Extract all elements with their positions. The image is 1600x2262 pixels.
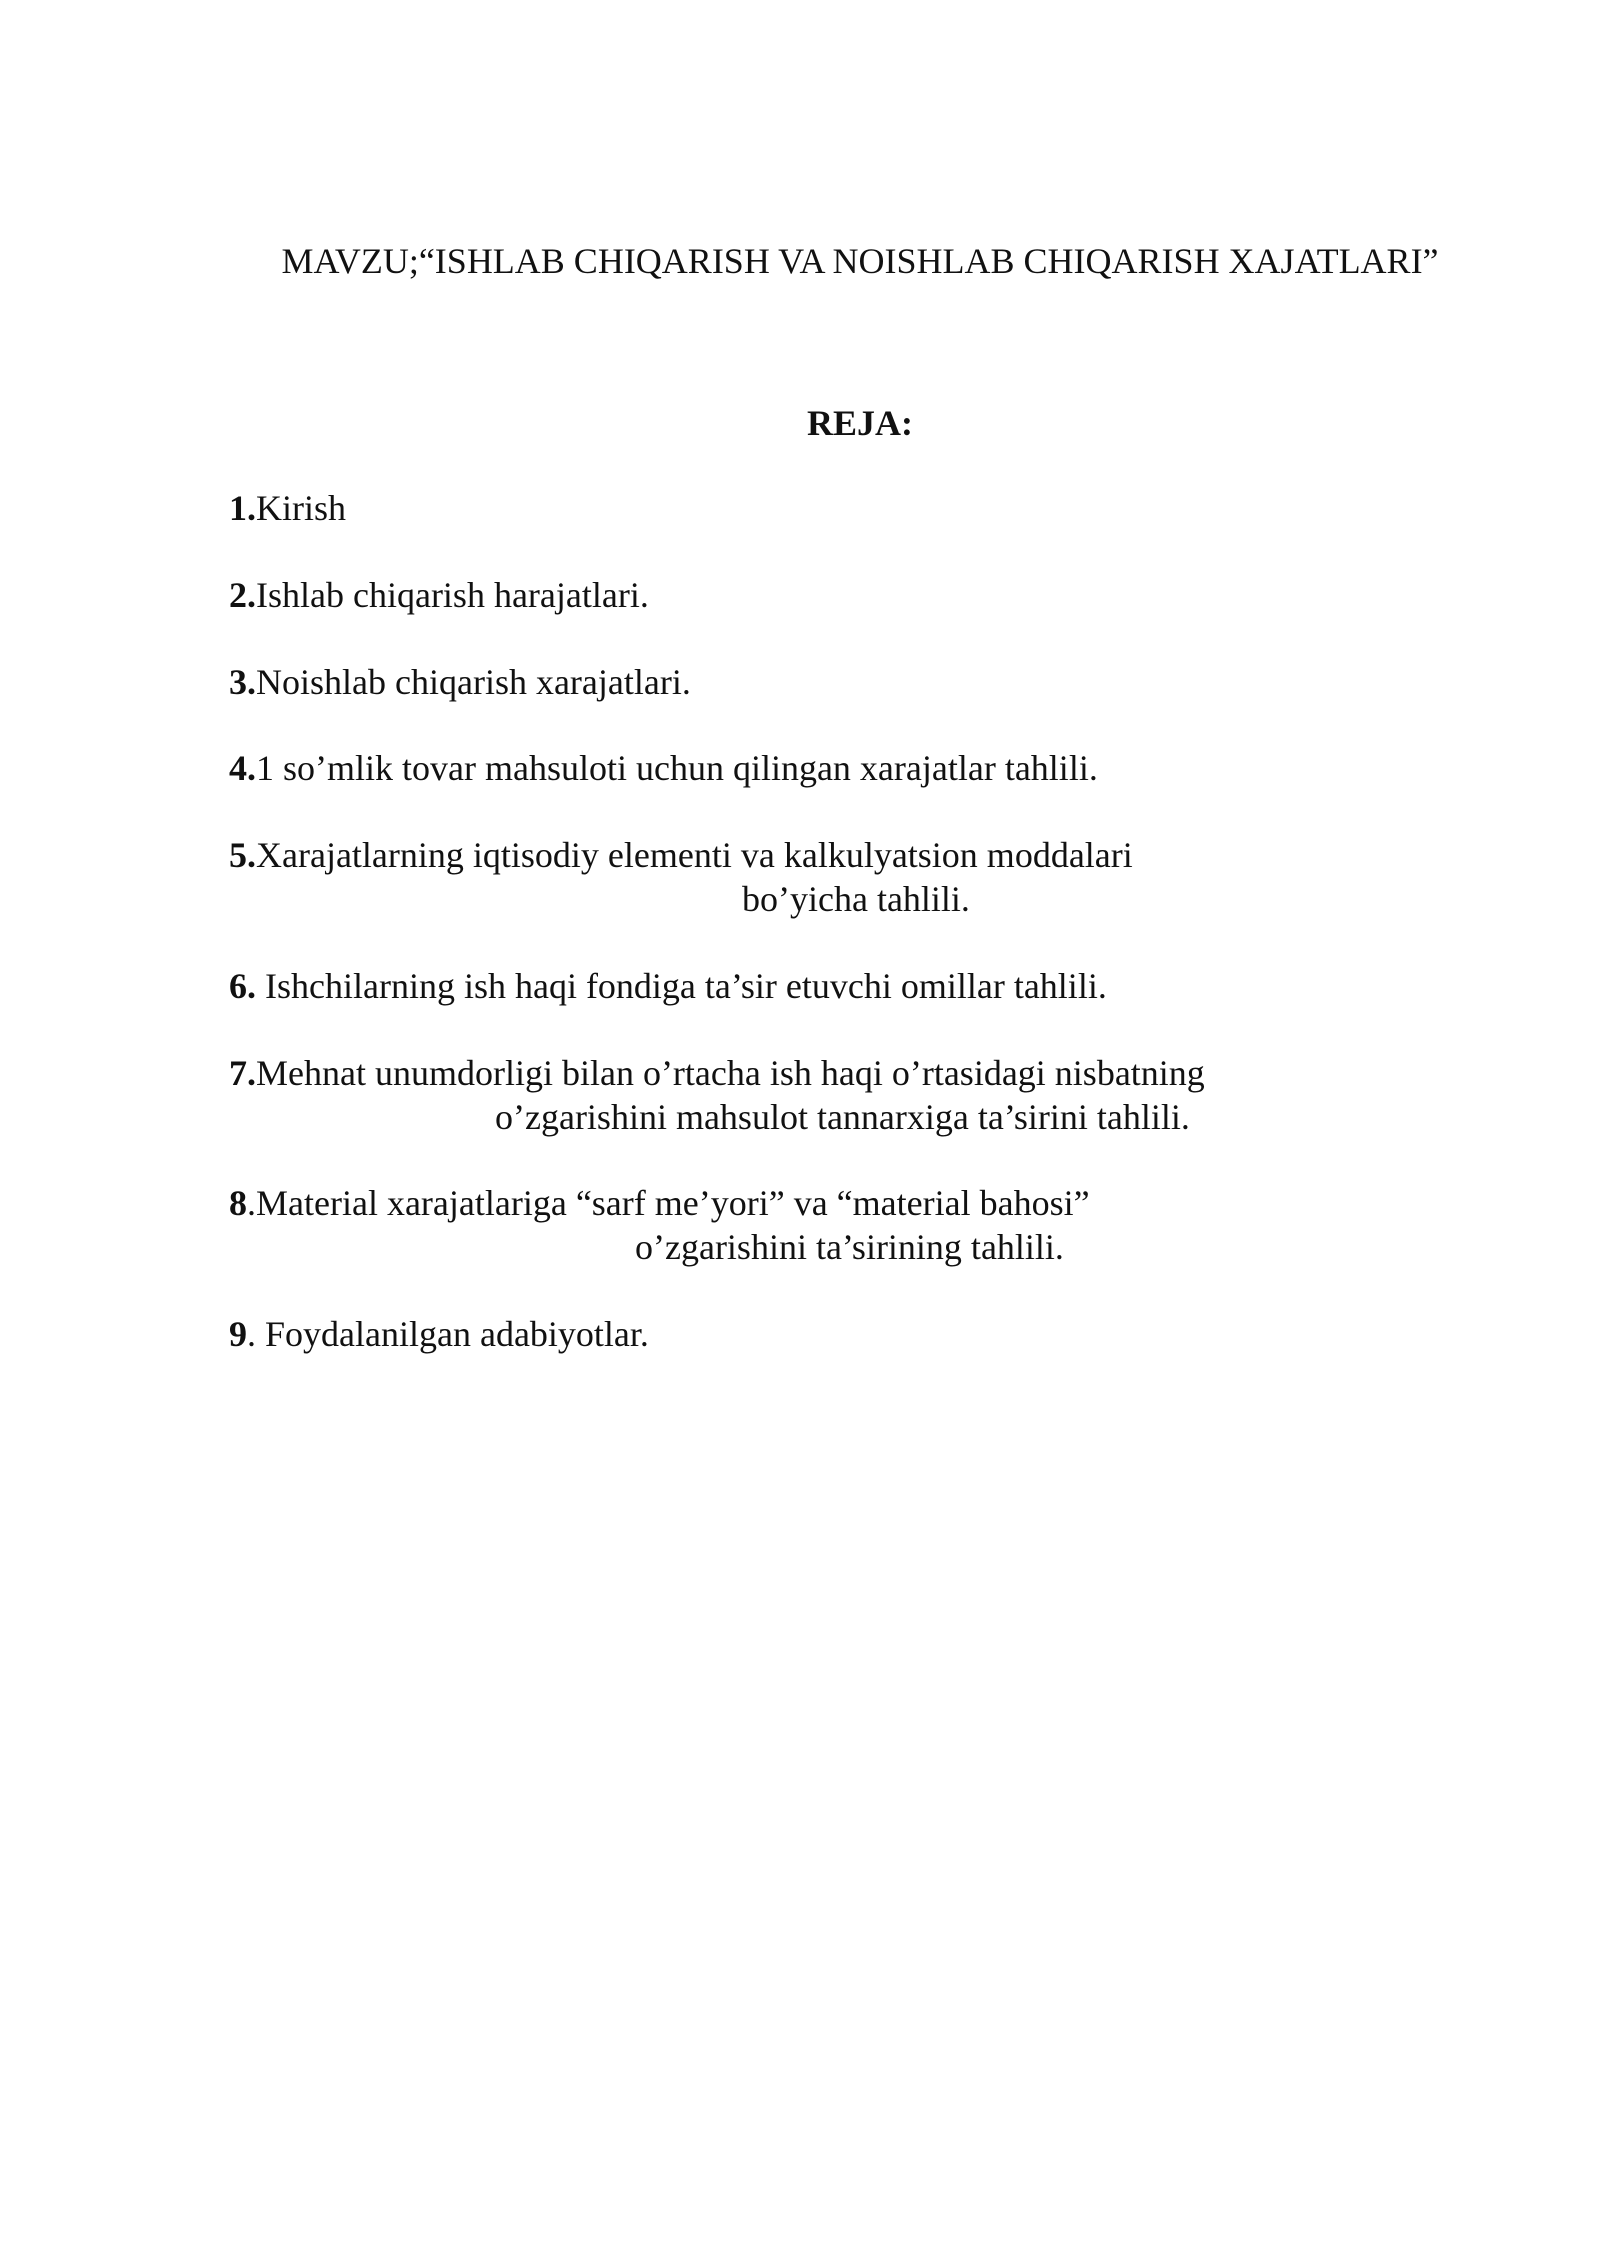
- plan-item-1: [229, 486, 346, 530]
- plan-heading: REJA:: [807, 403, 913, 443]
- plan-item-6: [229, 964, 1107, 1008]
- plan-item-9: [229, 1312, 649, 1356]
- plan-item-continuation: o’zgarishini mahsulot tannarxiga ta’sirini tahlili.: [495, 1097, 1190, 1137]
- plan-item-number: 3.: [229, 662, 256, 702]
- plan-item-number: 8: [229, 1183, 247, 1223]
- plan-item-continuation: bo’yicha tahlili.: [742, 879, 970, 919]
- plan-item-text: Ishlab chiqarish harajatlari.: [256, 575, 649, 615]
- plan-item-text: Mehnat unumdorligi bilan o’rtacha ish haqi o’rtasidagi nisbatning: [256, 1053, 1205, 1093]
- plan-item-8: [229, 1181, 1090, 1267]
- plan-item-number: 6.: [229, 966, 256, 1006]
- plan-item-number: 4.: [229, 748, 256, 788]
- plan-item-text: Kirish: [256, 488, 346, 528]
- plan-item-text: Ishchilarning ish haqi fondiga ta’sir etuvchi omillar tahlili.: [256, 966, 1107, 1006]
- plan-item-text: . Foydalanilgan adabiyotlar.: [247, 1314, 649, 1354]
- plan-item-text: Xarajatlarning iqtisodiy elementi va kalkulyatsion moddalari: [256, 835, 1133, 875]
- plan-item-3: [229, 660, 691, 704]
- plan-item-text: 1 so’mlik tovar mahsuloti uchun qilingan xarajatlar tahlili.: [256, 748, 1098, 788]
- plan-item-text: .Material xarajatlariga “sarf me’yori” va “material bahosi”: [247, 1183, 1090, 1223]
- plan-item-number: 7.: [229, 1053, 256, 1093]
- plan-item-7: [229, 1051, 1205, 1137]
- plan-item-number: 2.: [229, 575, 256, 615]
- plan-item-4: [229, 746, 1098, 790]
- plan-item-2: [229, 573, 649, 617]
- plan-item-number: 5.: [229, 835, 256, 875]
- plan-item-5: [229, 833, 1133, 919]
- plan-item-text: Noishlab chiqarish xarajatlari.: [256, 662, 691, 702]
- document-title: MAVZU;“ISHLAB CHIQARISH VA NOISHLAB CHIQARISH XAJATLARI”: [281, 241, 1439, 281]
- plan-item-number: 1.: [229, 488, 256, 528]
- plan-item-number: 9: [229, 1314, 247, 1354]
- plan-item-continuation: o’zgarishini ta’sirining tahlili.: [635, 1227, 1064, 1267]
